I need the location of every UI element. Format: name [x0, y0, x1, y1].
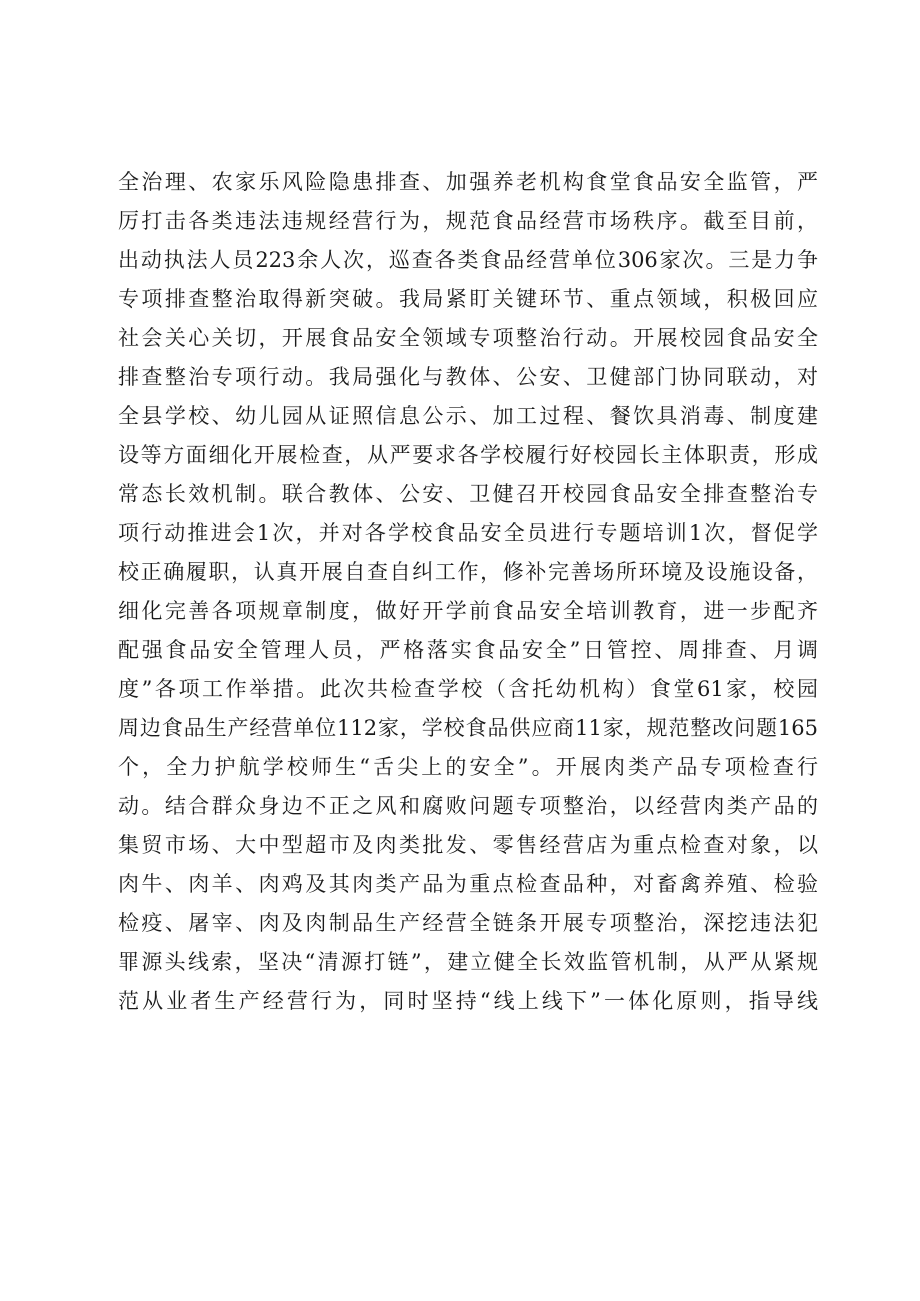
text-line: 社会关心关切，开展食品安全领域专项整治行动。开展校园食品安全: [118, 326, 818, 350]
text-line: 项行动推进会1次，并对各学校食品安全员进行专题培训1次，督促学: [118, 521, 818, 545]
body-text: [118, 163, 818, 1021]
text-line: 全治理、农家乐风险隐患排查、加强养老机构食堂食品安全监管，严: [118, 170, 818, 194]
text-line: 肉牛、肉羊、肉鸡及其肉类产品为重点检查品种，对畜禽养殖、检验: [118, 872, 818, 896]
text-line: 常态长效机制。联合教体、公安、卫健召开校园食品安全排查整治专: [118, 482, 818, 506]
text-line: 罪源头线索，坚决“清源打链”，建立健全长效监管机制，从严从紧规: [118, 950, 818, 974]
text-line: 集贸市场、大中型超市及肉类批发、零售经营店为重点检查对象，以: [118, 833, 818, 857]
text-line: 检疫、屠宰、肉及肉制品生产经营全链条开展专项整治，深挖违法犯: [118, 911, 818, 935]
text-line: 配强食品安全管理人员，严格落实食品安全”日管控、周排查、月调: [118, 638, 818, 662]
text-line: 范从业者生产经营行为，同时坚持“线上线下”一体化原则，指导线: [118, 989, 818, 1013]
text-line: 专项排查整治取得新突破。我局紧盯关键环节、重点领域，积极回应: [118, 287, 818, 311]
text-line: 全县学校、幼儿园从证照信息公示、加工过程、餐饮具消毒、制度建: [118, 404, 818, 428]
text-line: 细化完善各项规章制度，做好开学前食品安全培训教育，进一步配齐: [118, 599, 818, 623]
text-line: 出动执法人员223余人次，巡查各类食品经营单位306家次。三是力争: [118, 248, 818, 272]
text-line: 度”各项工作举措。此次共检查学校（含托幼机构）食堂61家，校园: [118, 677, 818, 701]
text-line: 动。结合群众身边不正之风和腐败问题专项整治，以经营肉类产品的: [118, 794, 818, 818]
text-line: 校正确履职，认真开展自查自纠工作，修补完善场所环境及设施设备，: [118, 560, 818, 584]
text-line: 个，全力护航学校师生“舌尖上的安全”。开展肉类产品专项检查行: [118, 755, 818, 779]
text-line: 设等方面细化开展检查，从严要求各学校履行好校园长主体职责，形成: [118, 443, 818, 467]
text-line: 厉打击各类违法违规经营行为，规范食品经营市场秩序。截至目前，: [118, 209, 818, 233]
text-line: 排查整治专项行动。我局强化与教体、公安、卫健部门协同联动，对: [118, 365, 818, 389]
text-line: 周边食品生产经营单位112家，学校食品供应商11家，规范整改问题165: [118, 716, 818, 740]
